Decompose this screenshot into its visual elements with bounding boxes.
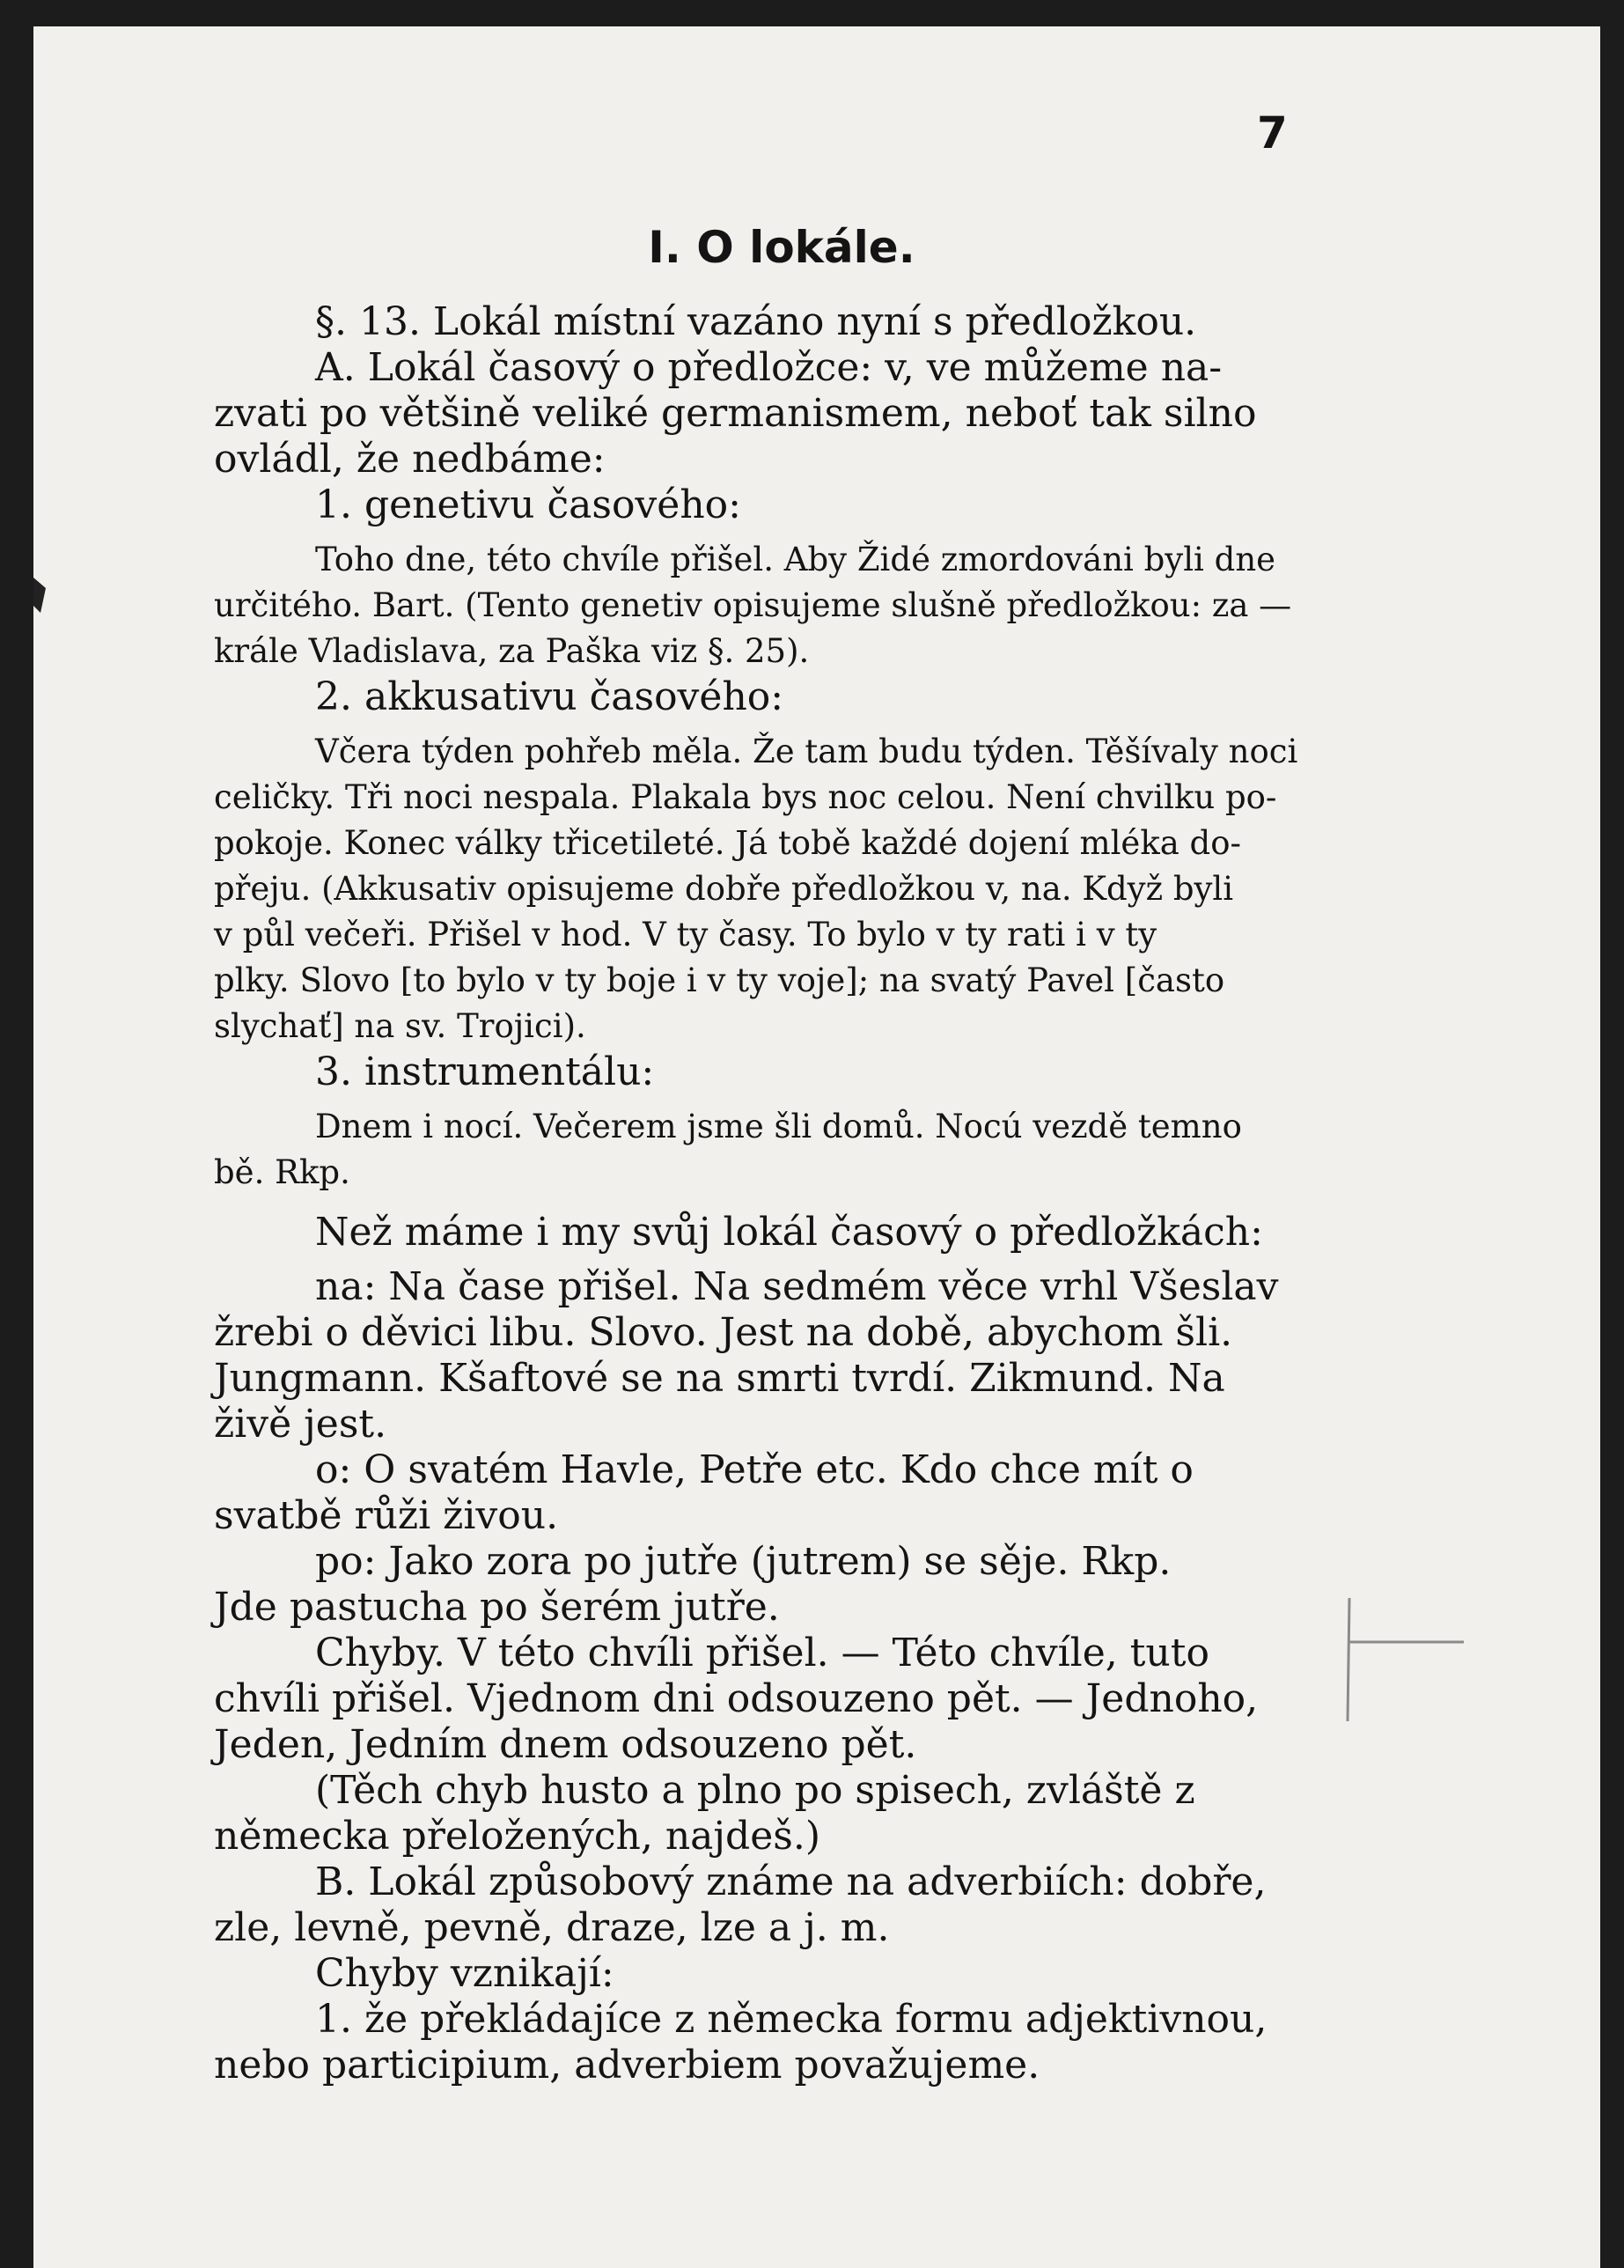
text-line: slychať] na sv. Trojici). xyxy=(214,1007,586,1045)
text-line: živě jest. xyxy=(214,1402,387,1447)
text-line: přeju. (Akkusativ opisujeme dobře předložkou v, na. Když byli xyxy=(214,870,1234,908)
text-line: plky. Slovo [to bylo v ty boje i v ty voje]; na svatý Pavel [často xyxy=(214,961,1225,999)
text-line: pokoje. Konec války třicetileté. Já tobě každé dojení mléka do- xyxy=(214,824,1242,862)
chapter-title: I. O lokále. xyxy=(648,222,915,273)
text-line: určitého. Bart. (Tento genetiv opisujeme slušně předložkou: za — xyxy=(214,586,1292,624)
text-line: německa přeložených, najdeš.) xyxy=(214,1814,820,1859)
text-line: svatbě růži živou. xyxy=(214,1493,559,1538)
text-line: celičky. Tři noci nespala. Plakala bys noc celou. Není chvilku po- xyxy=(214,778,1277,816)
text-line: nebo participium, adverbiem považujeme. xyxy=(214,2043,1040,2088)
text-line: po: Jako zora po jutře (jutrem) se sěje. Rkp. xyxy=(315,1539,1172,1584)
text-line: 3. instrumentálu: xyxy=(315,1049,655,1094)
body-text xyxy=(214,299,1332,2088)
text-line: krále Vladislava, za Paška viz §. 25). xyxy=(214,632,810,670)
margin-pencil-mark xyxy=(1323,1589,1464,1730)
text-line: o: O svatém Havle, Petře etc. Kdo chce mít o xyxy=(315,1447,1194,1492)
text-line: A. Lokál časový o předložce: v, ve můžeme na- xyxy=(315,345,1223,390)
text-line: (Těch chyb husto a plno po spisech, zvláště z xyxy=(315,1768,1195,1813)
text-line: zle, levně, pevně, draze, lze a j. m. xyxy=(214,1905,890,1950)
book-page xyxy=(33,26,1600,2268)
text-line: Jungmann. Kšaftové se na smrti tvrdí. Zikmund. Na xyxy=(214,1356,1225,1401)
text-line: chvíli přišel. Vjednom dni odsouzeno pět. — Jednoho, xyxy=(214,1676,1259,1721)
text-line: Jde pastucha po šerém jutře. xyxy=(214,1585,780,1630)
text-line: Včera týden pohřeb měla. Že tam budu týden. Těšívaly noci xyxy=(315,733,1298,770)
text-line: 2. akkusativu časového: xyxy=(315,674,784,719)
binding-mark xyxy=(33,578,49,613)
text-line: B. Lokál způsobový známe na adverbiích: dobře, xyxy=(315,1859,1267,1904)
text-line: Dnem i nocí. Večerem jsme šli domů. Nocú vezdě temno xyxy=(315,1108,1242,1145)
text-line: §. 13. Lokál místní vazáno nyní s předložkou. xyxy=(315,299,1197,344)
text-line: ovládl, že nedbáme: xyxy=(214,437,606,482)
text-line: Chyby. V této chvíli přišel. — Této chvíle, tuto xyxy=(315,1631,1209,1675)
text-line: 1. že překládajíce z německa formu adjektivnou, xyxy=(315,1997,1268,2042)
text-line: v půl večeři. Přišel v hod. V ty časy. To bylo v ty rati i v ty xyxy=(214,916,1157,954)
page-number: 7 xyxy=(1257,107,1288,158)
text-line: Než máme i my svůj lokál časový o předložkách: xyxy=(315,1210,1263,1255)
text-line: žrebi o děvici libu. Slovo. Jest na době, abychom šli. xyxy=(214,1310,1233,1355)
text-line: bě. Rkp. xyxy=(214,1153,350,1191)
text-line: na: Na čase přišel. Na sedmém věce vrhl Všeslav xyxy=(315,1264,1279,1309)
text-line: zvati po většině veliké germanismem, neboť tak silno xyxy=(214,391,1257,436)
text-line: Chyby vznikají: xyxy=(315,1951,614,1996)
text-line: Toho dne, této chvíle přišel. Aby Židé zmordováni byli dne xyxy=(315,541,1276,578)
text-line: Jeden, Jedním dnem odsouzeno pět. xyxy=(214,1722,917,1767)
text-line: 1. genetivu časového: xyxy=(315,482,741,527)
